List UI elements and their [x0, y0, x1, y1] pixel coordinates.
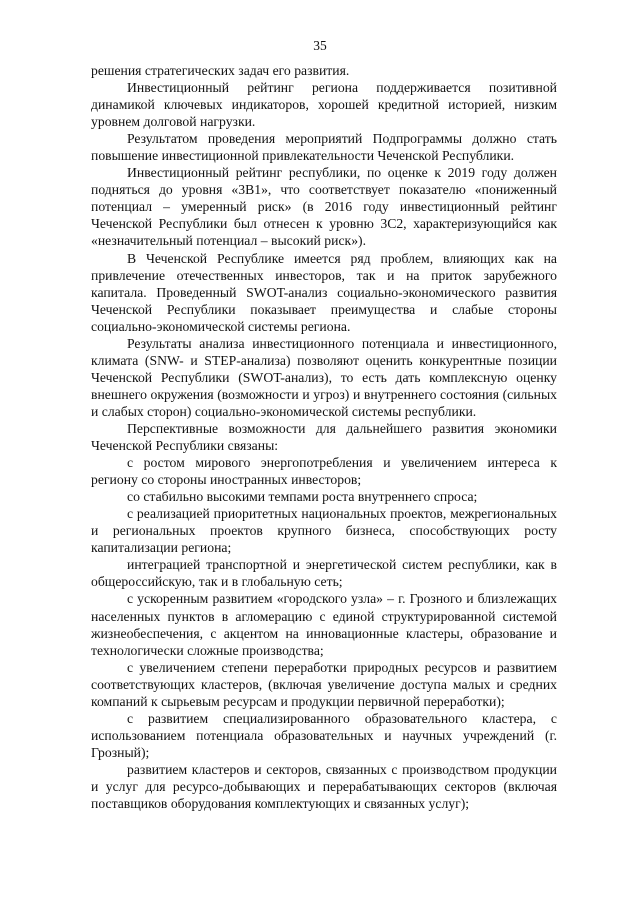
- list-item: со стабильно высокими темпами роста внутреннего спроса;: [127, 489, 478, 505]
- paragraph: Перспективные возможности для дальнейшего развития экономики Чеченской Республики связаны:: [91, 420, 557, 454]
- list-item: с развитием специализированного образовательного кластера, с использованием потенциала образовательных и научных учреждений (г. Грозный);: [91, 710, 557, 760]
- page-number: 35: [313, 38, 327, 53]
- paragraph: решения стратегических задач его развития.: [91, 63, 350, 78]
- list-item: с реализацией приоритетных национальных проектов, межрегиональных и региональных проектов крупного бизнеса, способствующих росту капитализации региона;: [91, 506, 557, 556]
- paragraph: Инвестиционный рейтинг республики, по оценке к 2019 году должен подняться до уровня «3B1», что соответствует показателю «пониженный потенциал – умеренный риск» (в 2016 году инвестиционный рейтинг Чеченской Республики был отнесен к уровню 3С2, характеризующийся как «незначительный потенциал – высокий риск»).: [91, 165, 557, 249]
- list-item: с ростом мирового энергопотребления и увеличением интереса к региону со стороны иностранных инвесторов;: [91, 455, 557, 488]
- document-body: [91, 62, 557, 812]
- list-item: с увеличением степени переработки природных ресурсов и развитием соответствующих кластеров, (включая увеличение доступа малых и средних компаний к сырьевым ресурсам и продукции первичной переработки);: [91, 659, 557, 709]
- paragraph: Результатом проведения мероприятий Подпрограммы должно стать повышение инвестиционной привлекательности Чеченской Республики.: [91, 131, 557, 164]
- paragraph: Инвестиционный рейтинг региона поддерживается позитивной динамикой ключевых индикаторов, хорошей кредитной историей, низким уровнем долговой нагрузки.: [91, 80, 557, 130]
- list-item: с ускоренным развитием «городского узла» – г. Грозного и близлежащих населенных пунктов в агломерацию с единой структурированной системой жизнеобеспечения, с акцентом на инновационные кластеры, образование и технологически сложные производства;: [91, 591, 557, 658]
- list-item: интеграцией транспортной и энергетической систем республики, как в общероссийскую, так и в глобальную сеть;: [91, 557, 557, 590]
- list-item: развитием кластеров и секторов, связанных с производством продукции и услуг для ресурсо-добывающих и перерабатывающих секторов (включая поставщиков оборудования комплектующих и связанных услуг);: [91, 761, 557, 812]
- paragraph: Результаты анализа инвестиционного потенциала и инвестиционного, климата (SNW- и STEP-анализа) позволяют оценить конкурентные позиции Чеченской Республики (SWOT-анализ), то есть дать комплексную оценку внешнего окружения (возможности и угроз) и внутреннего состояния (сильных и слабых сторон) социально-экономической системы республики.: [91, 335, 557, 419]
- paragraph: В Чеченской Республике имеется ряд проблем, влияющих как на привлечение отечественных инвесторов, так и на приток зарубежного капитала. Проведенный SWOT-анализ социально-экономического развития Чеченской Республики показывает преимущества и слабые стороны социально-экономической системы региона.: [91, 250, 557, 334]
